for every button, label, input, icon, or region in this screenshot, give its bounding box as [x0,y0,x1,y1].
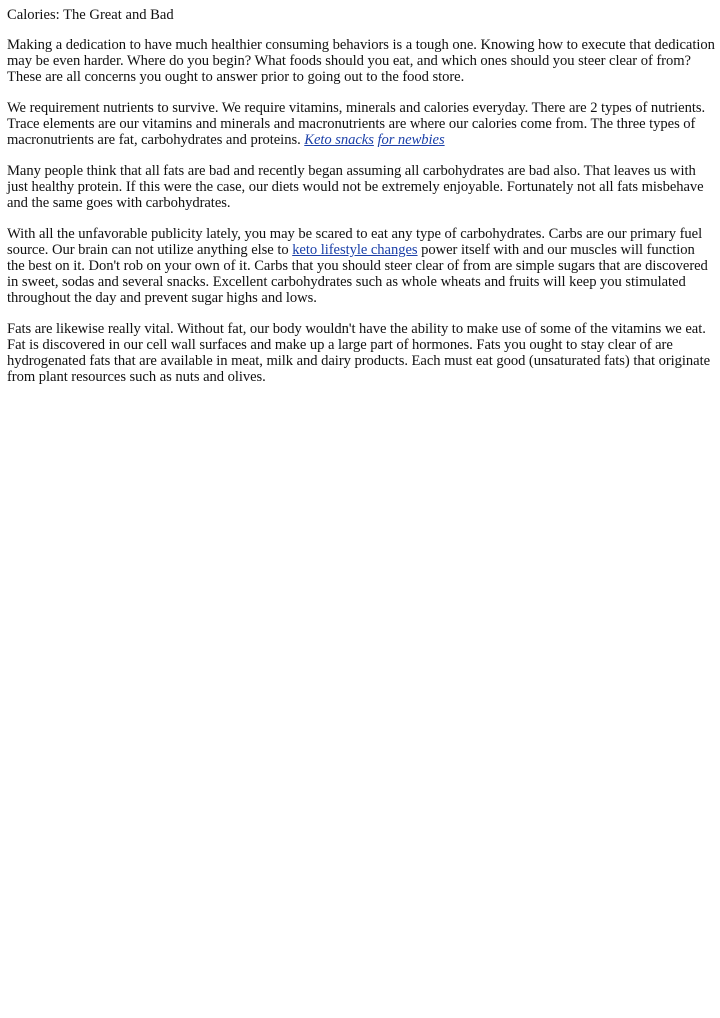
paragraph-nutrients-text: We requirement nutrients to survive. We require vitamins, minerals and calories everyday. There are 2 types of nutrients. Trace elements are our vitamins and minerals and macronutrients are where our calories come from. The three types of macronutrients are fat, carbohydrates and proteins. [7,100,706,148]
keto-lifestyle-changes-link[interactable]: keto lifestyle changes [292,242,418,258]
paragraph-carbohydrates-text-start: With all the unfavorable publicity lately, you may be scared to eat any type of carbohydrates. Carbs are our primary fuel source. Our brain can not utilize anything else to [7,226,703,258]
paragraph-carbohydrates [7,226,715,306]
keto-snacks-link[interactable]: Keto snacks [304,132,374,148]
for-newbies-link[interactable]: for newbies [377,132,445,148]
paragraph-intro: Making a dedication to have much healthier consuming behaviors is a tough one. Knowing how to execute that dedication may be even harder. Where do you begin? What foods should you eat, and which ones should you steer clear of from? These are all concerns you ought to answer prior to going out to the food store. [7,37,715,85]
paragraph-fats: Fats are likewise really vital. Without fat, our body wouldn't have the ability to make use of some of the vitamins we eat. Fat is discovered in our cell wall surfaces and make up a large part of hormones. Fats you ought to stay clear of are hydrogenated fats that are available in meat, milk and dairy products. Each must eat good (unsaturated fats) that originate from plant resources such as nuts and olives. [7,321,711,385]
paragraph-carbohydrates-text-end: power itself with and our muscles will function the best on it. Don't rob on your own of it. Carbs that you should steer clear of from are simple sugars that are discovered in sweet, sodas and several snacks. Excellent carbohydrates such as whole wheats and fruits will keep you stimulated throughout the day and prevent sugar highs and lows. [7,242,708,306]
page-title: Calories: The Great and Bad [7,7,174,23]
paragraph-nutrients [7,100,715,148]
paragraph-fats-carbs: Many people think that all fats are bad and recently began assuming all carbohydrates are bad also. That leaves us with just healthy protein. If this were the case, our diets would not be extremely enjoyable. Fortunately not all fats misbehave and the same goes with carbohydrates. [7,163,704,211]
